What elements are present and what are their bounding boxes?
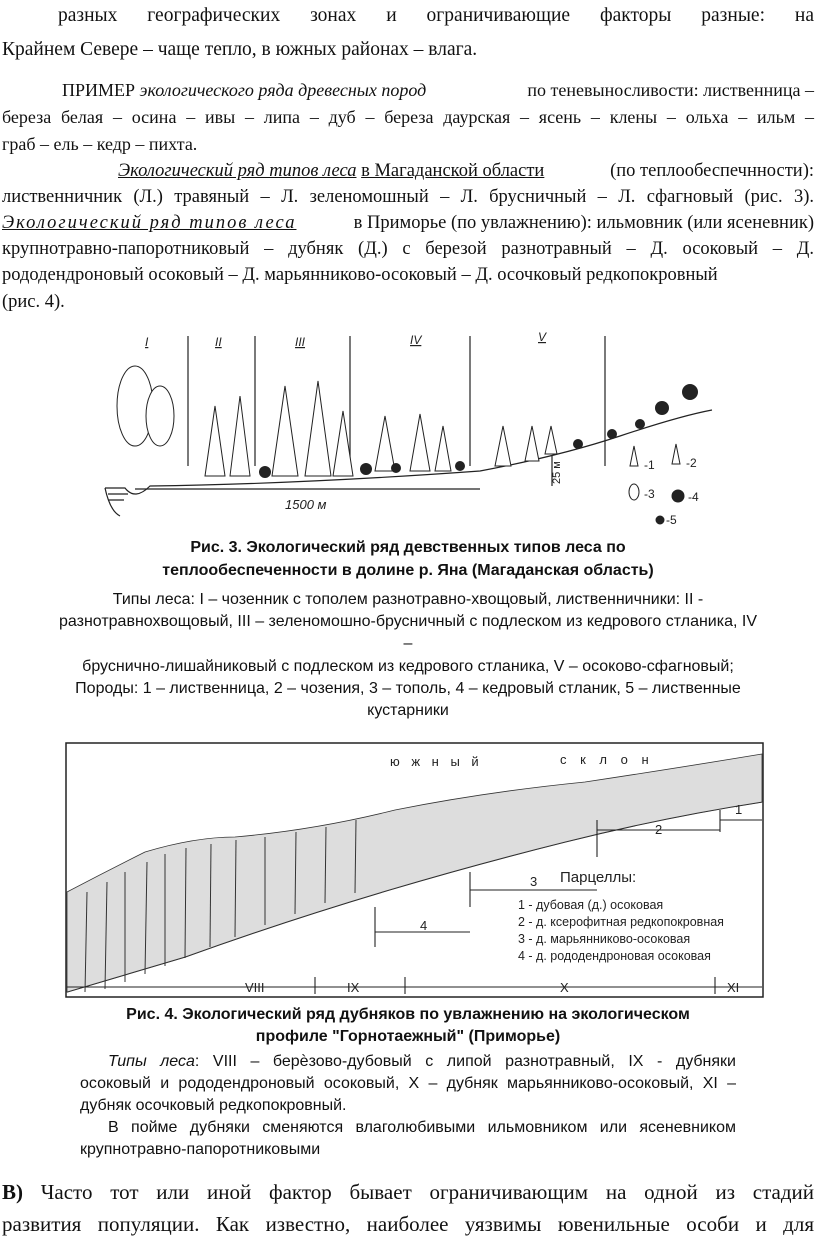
- series-region-1: в Магаданской области: [361, 161, 545, 181]
- fig4-caption-4: В пойме дубняки сменяются влаголюбивыми ильмовником или ясеневником: [108, 1119, 736, 1136]
- fig4-caption-1-rest: : VIII – берѐзово-дубовый с липой разнотравный, IX - дубняки: [194, 1053, 736, 1070]
- fig3-legend-5: -5: [666, 513, 677, 526]
- series-line-5: рододендроновый осоковый – Д. марьянниково-осоковый – Д. осочковый редкопокровный: [2, 265, 718, 285]
- fig3-caption-2: разнотравнохвощовый, III – зеленомошно-брусничный с подлеском из кедрового стланика, IV: [58, 613, 757, 630]
- series-title-2: Экологический ряд типов леса: [2, 213, 297, 233]
- series-line-1-rest: (по теплообеспечнности):: [610, 161, 814, 181]
- example-lead: ПРИМЕР: [62, 80, 136, 100]
- fig3-caption-title-2: теплообеспеченности в долине р. Яна (Магаданская область): [162, 562, 654, 579]
- fig3-zone-4: IV: [410, 333, 422, 347]
- closing-line-1: [2, 1178, 814, 1206]
- fig4-type-x: X: [560, 980, 569, 995]
- fig4-type-viii: VIII: [245, 980, 265, 995]
- fig4-parcel-num-3: 3: [530, 874, 538, 889]
- fig3-caption-1: Типы леса: I – чозенник с тополем разнотравно-хвощовый, лиственничники: II -: [112, 591, 704, 608]
- figure-4-drawing: [65, 742, 765, 1000]
- fig4-caption-3: дубняк осочковый редкопокровный.: [80, 1097, 347, 1114]
- fig4-type-ix: IX: [347, 980, 360, 995]
- fig4-parcel-num-1: 1: [735, 802, 743, 817]
- fig4-parcel-4: 4 - д. рододендроновая осоковая: [518, 949, 711, 963]
- intro-line-1: разных географических зонах и ограничивающие факторы разные: на: [58, 5, 814, 26]
- fig4-caption-1-label: Типы леса: [108, 1053, 195, 1070]
- fig4-parcel-2: 2 - д. ксерофитная редкопокровная: [518, 915, 724, 929]
- fig3-legend-4: -4: [688, 490, 699, 504]
- fig4-caption-5: крупнотравно-папоротниковыми: [80, 1141, 321, 1158]
- fig3-legend-3: -3: [644, 487, 655, 501]
- series-title-1: Экологический ряд типов леса: [118, 161, 357, 181]
- example-line-1: [62, 76, 814, 104]
- fig3-legend-2: -2: [686, 456, 697, 470]
- fig3-distance-label: 1500 м: [285, 497, 327, 512]
- series-line-1: [118, 157, 814, 185]
- fig4-caption-title-2: профиле "Горнотаежный" (Приморье): [255, 1028, 561, 1045]
- fig3-caption-title-1: Рис. 3. Экологический ряд девственных типов леса по: [190, 539, 626, 556]
- fig3-zone-5: V: [538, 330, 547, 344]
- fig4-caption-1: [108, 1051, 736, 1073]
- closing-line-2: развития популяции. Как известно, наиболее уязвимы ювенильные особи и для: [2, 1212, 814, 1236]
- fig4-parcel-3: 3 - д. марьянниково-осоковая: [518, 932, 691, 946]
- fig3-zone-1: I: [145, 335, 149, 349]
- series-line-4: крупнотравно-папоротниковый – дубняк (Д.) с березой разнотравный – Д. осоковый – Д.: [2, 239, 814, 259]
- fig4-caption-2: осоковый и рододендроновый осоковый, X – дубняк марьянниково-осоковый, XI –: [80, 1075, 736, 1092]
- fig4-slope-title-2: с к л о н: [560, 752, 654, 767]
- fig3-legend: [629, 444, 684, 524]
- fig3-trees: [117, 366, 557, 476]
- fig4-parcel-1: 1 - дубовая (д.) осоковая: [518, 898, 664, 912]
- example-italic: экологического ряда древесных пород: [139, 80, 427, 100]
- fig4-caption-title-1: Рис. 4. Экологический ряд дубняков по увлажнению на экологическом: [126, 1006, 690, 1023]
- fig3-height-label: 25 м: [551, 461, 563, 484]
- fig3-caption-5: Породы: 1 – лиственница, 2 – чозения, 3 – тополь, 4 – кедровый стланик, 5 – лиственные: [75, 680, 741, 697]
- series-line-2: лиственничник (Л.) травяный – Л. зеленомошный – Л. брусничный – Л. сфагновый (рис. 3).: [2, 187, 814, 207]
- example-line-3: граб – ель – кедр – пихта.: [2, 134, 198, 154]
- fig4-slope-title-1: ю ж н ы й: [390, 754, 483, 769]
- fig4-parcels-title: Парцеллы:: [560, 869, 637, 886]
- series-line-6: (рис. 4).: [2, 292, 65, 312]
- series-line-3: [2, 209, 814, 237]
- fig3-caption-3: –: [403, 635, 413, 652]
- fig4-parcel-num-4: 4: [420, 918, 428, 933]
- fig3-caption-6: кустарники: [367, 702, 449, 719]
- fig3-zone-3: III: [295, 335, 306, 349]
- closing-bold: В): [2, 1180, 23, 1204]
- fig3-legend-1: -1: [644, 458, 655, 472]
- closing-line-1-rest: Часто тот или иной фактор бывает ограничивающим на одной из стадий: [23, 1180, 814, 1204]
- fig4-parcel-num-2: 2: [655, 822, 663, 837]
- intro-line-2: Крайнем Севере – чаще тепло, в южных районах – влага.: [2, 39, 478, 60]
- series-line-3-rest: в Приморье (по увлажнению): ильмовник (или ясеневник): [353, 213, 814, 233]
- fig3-caption-4: бруснично-лишайниковый с подлеском из кедрового стланика, V – осоково-сфагновый;: [82, 658, 734, 675]
- fig3-zone-2: II: [215, 335, 222, 349]
- figure-3-drawing: [0, 326, 816, 526]
- example-line-2: береза белая – осина – ивы – липа – дуб – береза даурская – ясень – клены – ольха – ильм –: [2, 107, 814, 127]
- fig4-type-xi: XI: [727, 980, 740, 995]
- example-rest: по теневыносливости: лиственница –: [527, 80, 814, 100]
